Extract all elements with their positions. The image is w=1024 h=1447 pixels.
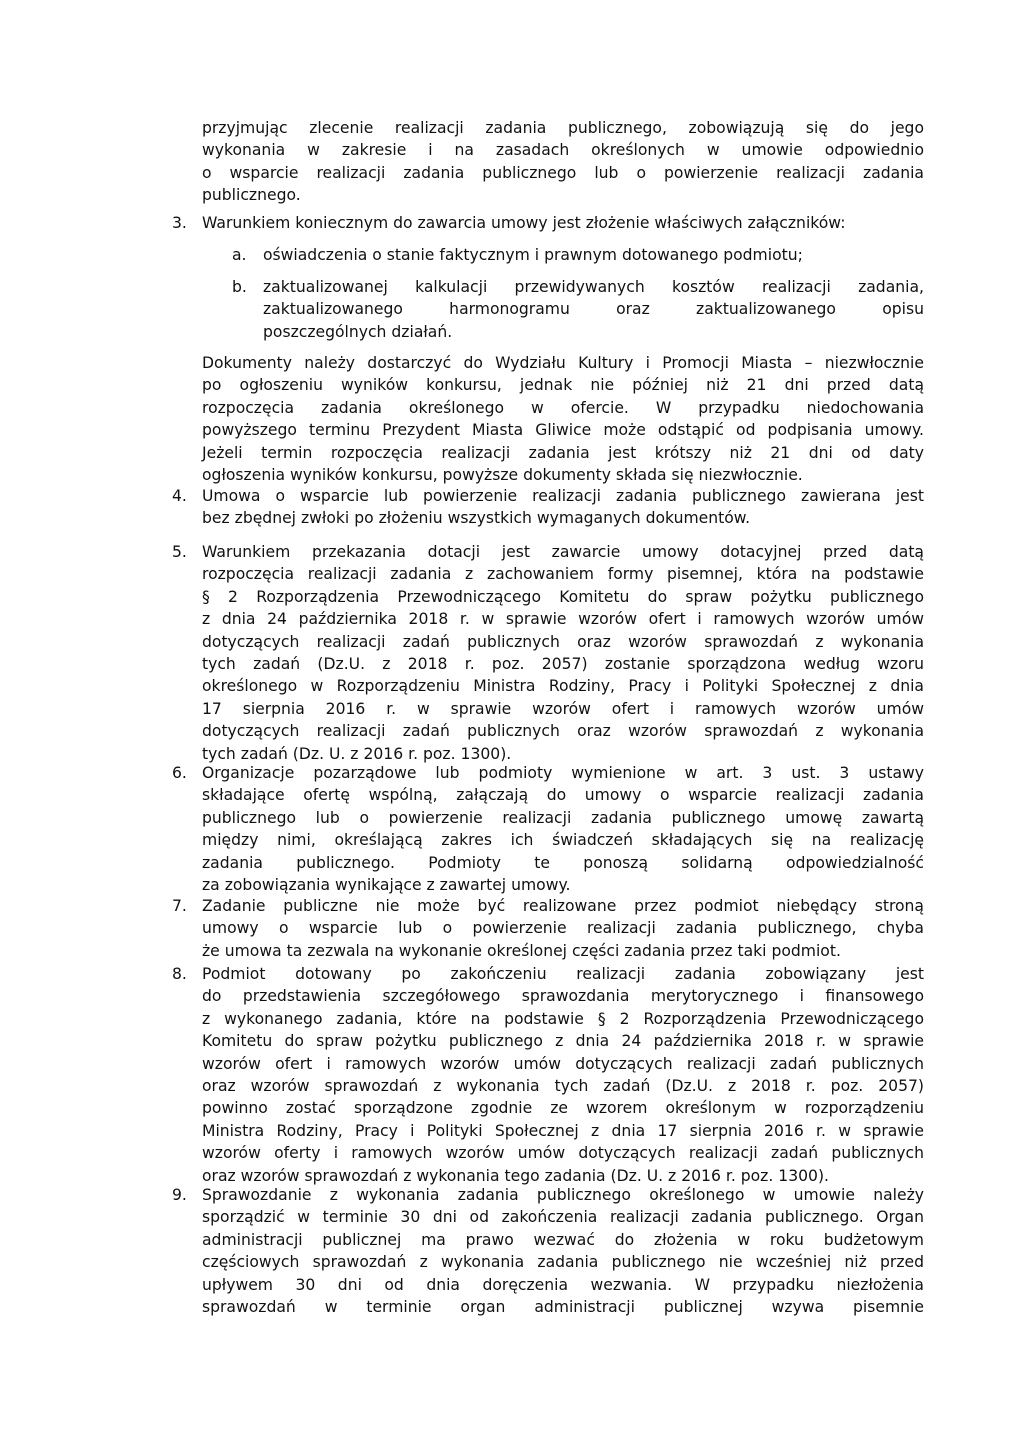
text-line: po ogłoszeniu wyników konkursu, jednak nie później niż 21 dni przed datą: [202, 376, 924, 395]
item-3-documents-paragraph: [202, 352, 924, 486]
subitem-b-text: [263, 276, 924, 343]
text-line: 17 sierpnia 2016 r. w sprawie wzorów ofert i ramowych wzorów umów: [202, 699, 924, 718]
item-3-text: [202, 212, 924, 234]
text-line: powyższego terminu Prezydent Miasta Gliwice może odstąpić od podpisania umowy.: [202, 421, 924, 440]
item-number: 5.: [172, 543, 187, 561]
item-6-text: [202, 762, 924, 896]
text-line: oświadczenia o stanie faktycznym i prawnym dotowanego podmiotu;: [263, 246, 803, 264]
text-line: że umowa ta zezwala na wykonanie określonej części zadania przez taki podmiot.: [202, 941, 841, 960]
text-line: bez zbędnej zwłoki po złożeniu wszystkich wymaganych dokumentów.: [202, 509, 751, 528]
text-line: częściowych sprawozdań z wykonania zadania publicznego nie wcześniej niż przed: [202, 1253, 924, 1272]
text-line: rozpoczęcia realizacji zadania z zachowaniem formy pisemnej, która na podstawie: [202, 565, 924, 584]
item-9-text: [202, 1184, 924, 1318]
intro-paragraph: [202, 117, 924, 207]
text-line: zaktualizowanej kalkulacji przewidywanych kosztów realizacji zadania,: [263, 278, 924, 296]
text-line: administracji publicznej ma prawo wezwać do złożenia w roku budżetowym: [202, 1230, 924, 1249]
subitem-letter: b.: [232, 278, 247, 296]
item-5-text: [202, 541, 924, 765]
text-line: dotyczących realizacji zadań publicznych oraz wzorów sprawozdań z wykonania: [202, 722, 924, 741]
text-line: powinno zostać sporządzone zgodnie ze wzorem określonym w rozporządzeniu: [202, 1099, 924, 1118]
subitem-letter: a.: [232, 246, 247, 264]
text-line: poszczególnych działań.: [263, 322, 453, 341]
text-line: sprawozdań w terminie organ administracji publicznej wzywa pisemnie: [202, 1298, 924, 1317]
text-line: oraz wzorów sprawozdań z wykonania tego zadania (Dz. U. z 2016 r. poz. 1300).: [202, 1166, 830, 1185]
text-line: publicznego.: [202, 186, 301, 205]
text-line: zaktualizowanego harmonogramu oraz zaktualizowanego opisu: [263, 300, 924, 319]
item-number: 7.: [172, 897, 187, 915]
text-line: Podmiot dotowany po zakończeniu realizacji zadania zobowiązany jest: [202, 965, 924, 983]
text-line: z dnia 24 października 2018 r. w sprawie wzorów ofert i ramowych wzorów umów: [202, 610, 924, 629]
text-line: Warunkiem przekazania dotacji jest zawarcie umowy dotacyjnej przed datą: [202, 543, 924, 561]
text-line: sporządzić w terminie 30 dni od zakończenia realizacji zadania publicznego. Organ: [202, 1208, 924, 1227]
text-line: publicznego lub o powierzenie realizacji zadania publicznego umowę zawartą: [202, 808, 924, 827]
text-line: Organizacje pozarządowe lub podmioty wymienione w art. 3 ust. 3 ustawy: [202, 764, 924, 782]
text-line: § 2 Rozporządzenia Przewodniczącego Komitetu do spraw pożytku publicznego: [202, 587, 924, 606]
item-number: 6.: [172, 764, 187, 782]
item-number: 9.: [172, 1186, 187, 1204]
text-line: Umowa o wsparcie lub powierzenie realizacji zadania publicznego zawierana jest: [202, 487, 924, 505]
text-line: ogłoszenia wyników konkursu, powyższe dokumenty składa się niezwłocznie.: [202, 466, 803, 485]
text-line: między nimi, określającą zakres ich świadczeń składających się na realizację: [202, 831, 924, 850]
item-7-text: [202, 895, 924, 962]
text-line: Sprawozdanie z wykonania zadania publicznego określonego w umowie należy: [202, 1186, 924, 1204]
text-line: wzorów oferty i ramowych wzorów umów dotyczących realizacji zadań publicznych: [202, 1144, 924, 1163]
text-line: umowy o wsparcie lub o powierzenie realizacji zadania publicznego, chyba: [202, 919, 924, 938]
text-line: wykonania w zakresie i na zasadach określonych w umowie odpowiednio: [202, 141, 924, 160]
text-line: określonego w Rozporządzeniu Ministra Rodziny, Pracy i Polityki Społecznej z dnia: [202, 677, 924, 696]
text-line: Zadanie publiczne nie może być realizowane przez podmiot niebędący stroną: [202, 897, 924, 915]
text-line: tych zadań (Dz. U. z 2016 r. poz. 1300).: [202, 744, 512, 763]
text-line: wzorów ofert i ramowych wzorów umów dotyczących realizacji zadań publicznych: [202, 1054, 924, 1073]
text-line: oraz wzorów sprawozdań z wykonania tych zadań (Dz.U. z 2018 r. poz. 2057): [202, 1077, 924, 1096]
item-4-text: [202, 485, 924, 530]
text-line: tych zadań (Dz.U. z 2018 r. poz. 2057) zostanie sporządzona według wzoru: [202, 655, 924, 674]
text-line: rozpoczęcia zadania określonego w ofercie. W przypadku niedochowania: [202, 398, 924, 417]
text-line: składające ofertę wspólną, załączają do umowy o wsparcie realizacji zadania: [202, 786, 924, 805]
item-number: 3.: [172, 214, 187, 232]
item-number: 4.: [172, 487, 187, 505]
text-line: z wykonanego zadania, które na podstawie § 2 Rozporządzenia Przewodniczącego: [202, 1009, 924, 1028]
text-line: Ministra Rodziny, Pracy i Polityki Społecznej z dnia 17 sierpnia 2016 r. w sprawie: [202, 1121, 924, 1140]
subitem-a-text: [263, 244, 924, 266]
text-line: Dokumenty należy dostarczyć do Wydziału Kultury i Promocji Miasta – niezwłocznie: [202, 354, 924, 372]
text-line: do przedstawienia szczegółowego sprawozdania merytorycznego i finansowego: [202, 987, 924, 1006]
text-line: dotyczących realizacji zadań publicznych oraz wzorów sprawozdań z wykonania: [202, 632, 924, 651]
text-line: Komitetu do spraw pożytku publicznego z dnia 24 października 2018 r. w sprawie: [202, 1032, 924, 1051]
item-number: 8.: [172, 965, 187, 983]
text-line: zadania publicznego. Podmioty te ponoszą solidarną odpowiedzialność: [202, 853, 924, 872]
item-8-text: [202, 963, 924, 1187]
text-line: Warunkiem koniecznym do zawarcia umowy jest złożenie właściwych załączników:: [202, 214, 846, 232]
text-line: za zobowiązania wynikające z zawartej umowy.: [202, 876, 571, 895]
text-line: przyjmując zlecenie realizacji zadania publicznego, zobowiązują się do jego: [202, 119, 924, 137]
text-line: upływem 30 dni od dnia doręczenia wezwania. W przypadku niezłożenia: [202, 1275, 924, 1294]
text-line: o wsparcie realizacji zadania publicznego lub o powierzenie realizacji zadania: [202, 163, 924, 182]
text-line: Jeżeli termin rozpoczęcia realizacji zadania jest krótszy niż 21 dni od daty: [202, 443, 924, 462]
